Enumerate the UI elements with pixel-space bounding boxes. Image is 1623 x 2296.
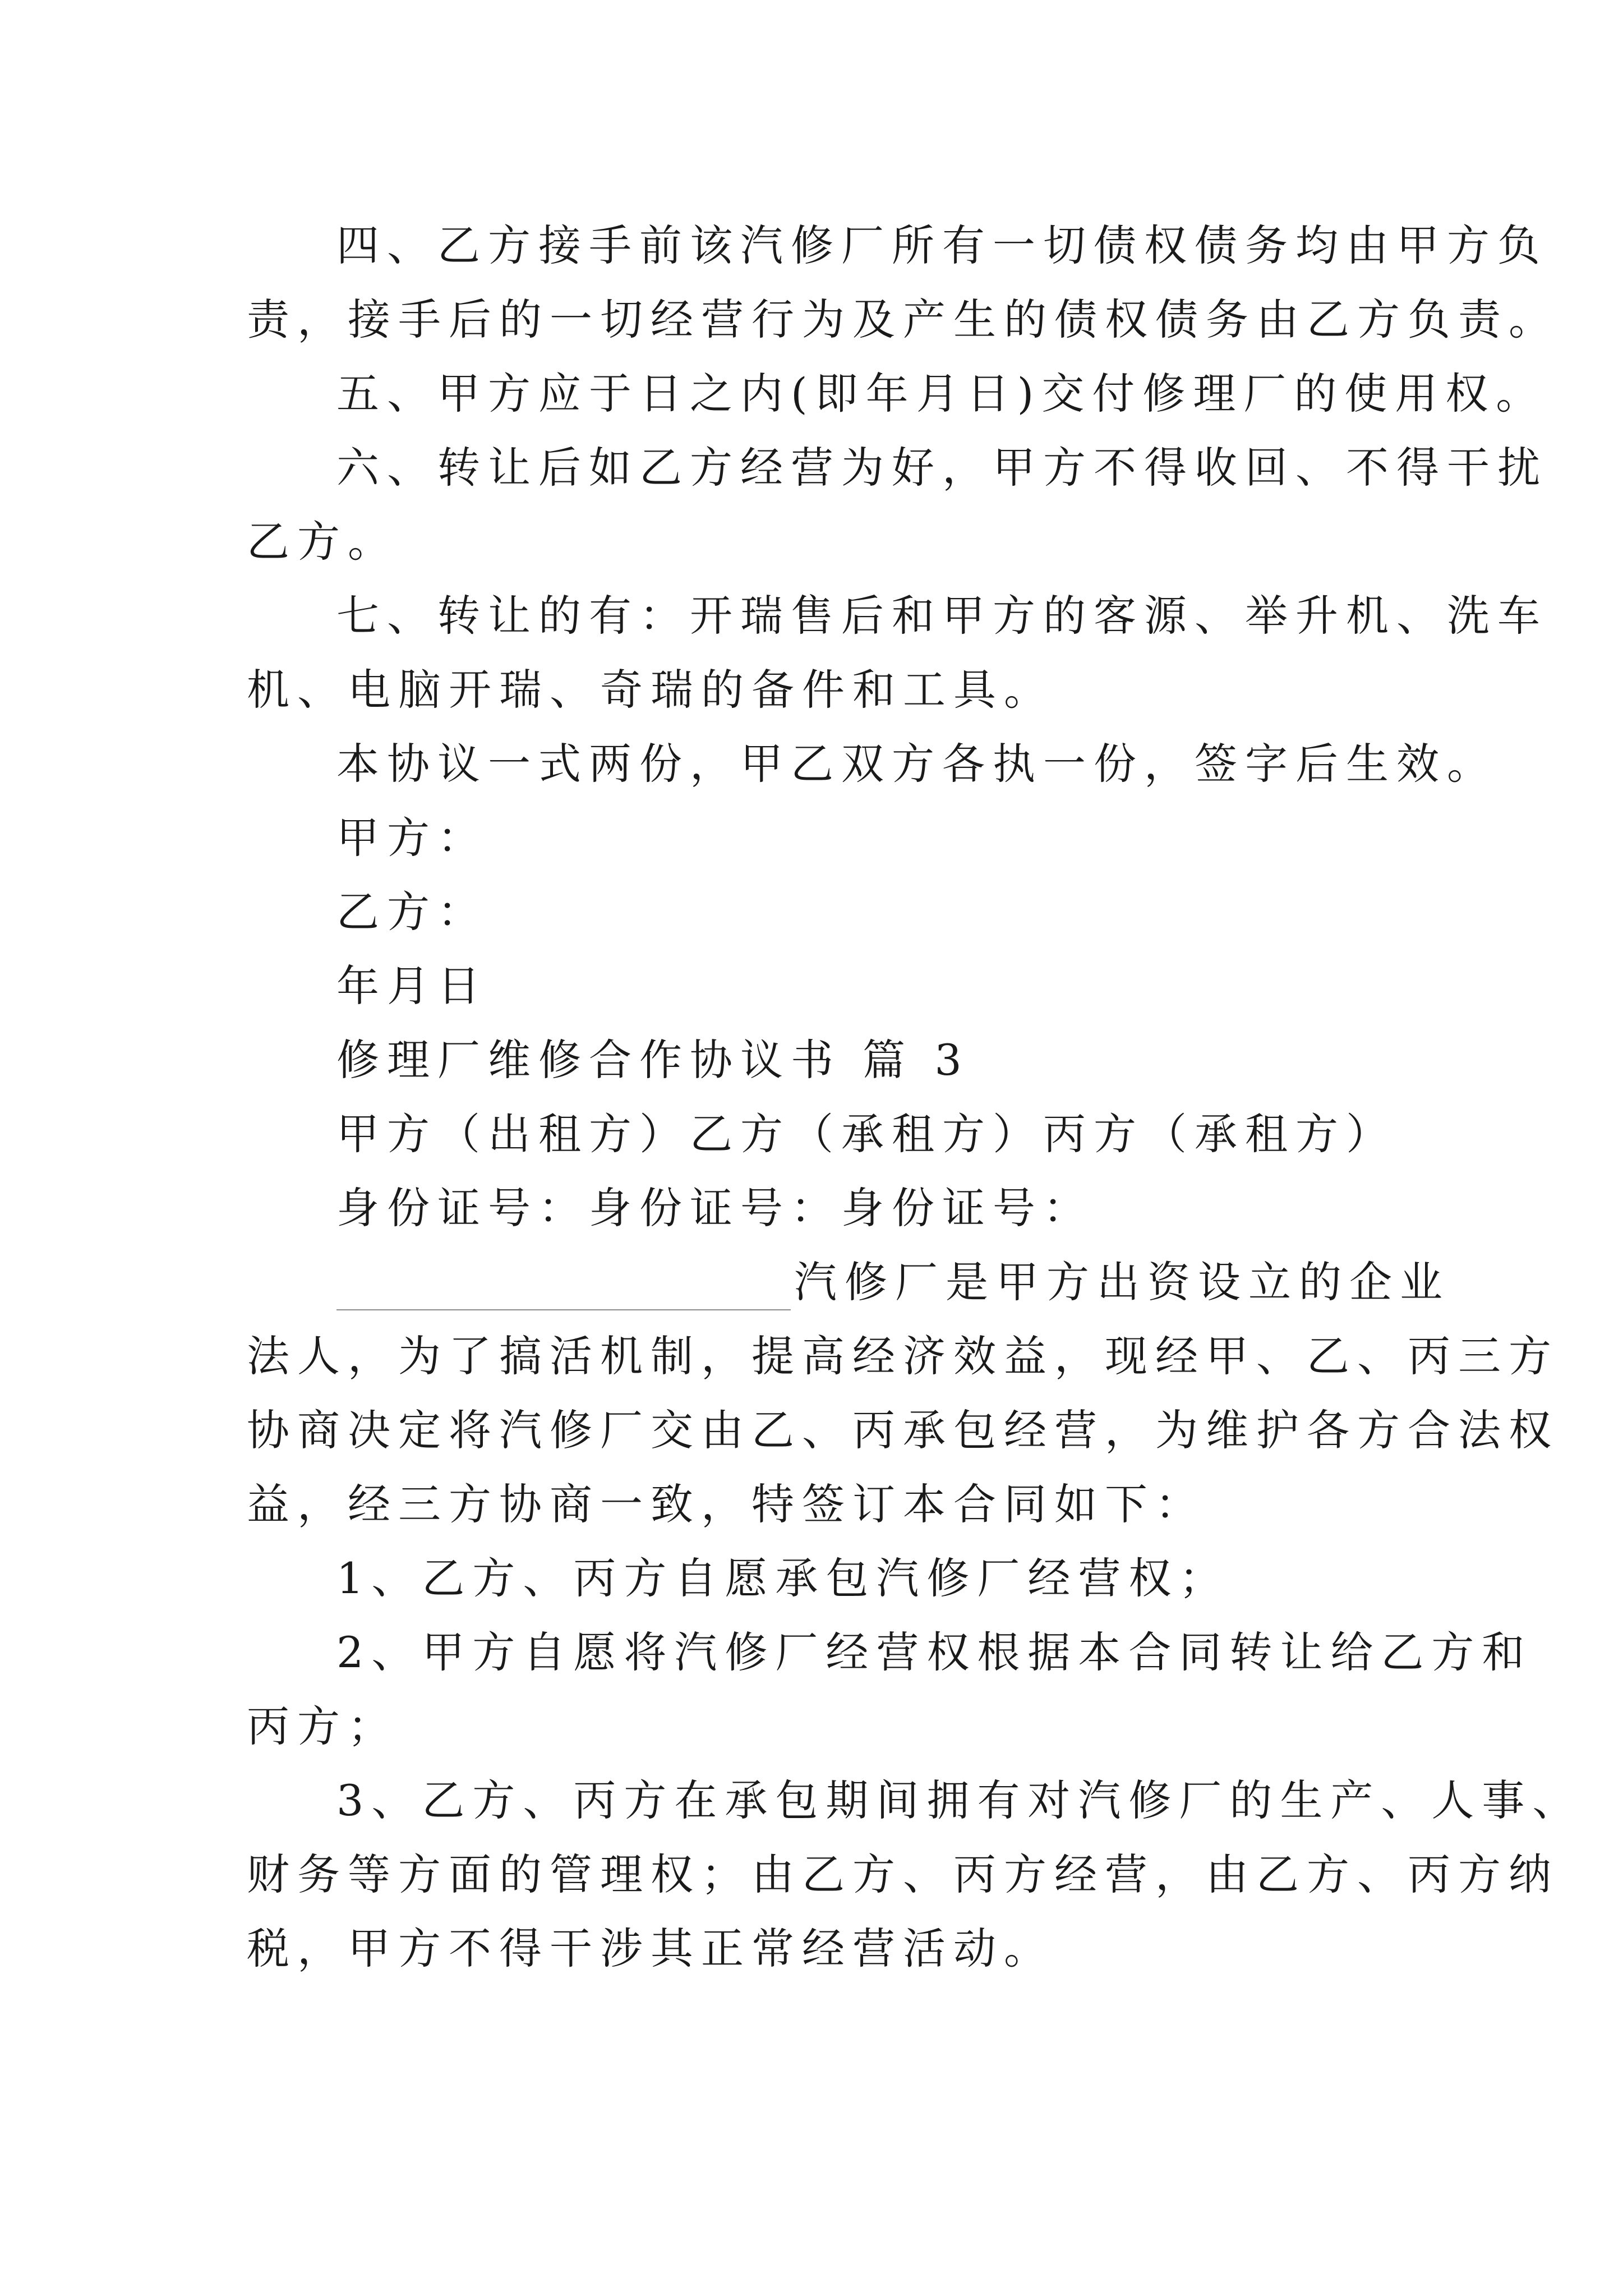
- term-2-line-1: 2、甲方自愿将汽修厂经营权根据本合同转让给乙方和: [336, 1627, 1533, 1677]
- intro-line-3: 协商决定将汽修厂交由乙、丙承包经营，为维护各方合法权: [247, 1405, 1559, 1455]
- clause-5: 五、甲方应于日之内(即年月日)交付修理厂的使用权。: [336, 369, 1547, 418]
- section-heading: 修理厂维修合作协议书 篇 3: [336, 1035, 970, 1085]
- blank-underline: [336, 1264, 791, 1310]
- parties-line: 甲方（出租方）乙方（承租方）丙方（承租方）: [336, 1109, 1396, 1159]
- term-3-line-3: 税，甲方不得干涉其正常经营活动。: [247, 1924, 1054, 1973]
- term-3-line-2: 财务等方面的管理权；由乙方、丙方经营，由乙方、丙方纳: [247, 1849, 1559, 1899]
- clause-6-line-1: 六、转让后如乙方经营为好，甲方不得收回、不得干扰: [336, 443, 1548, 493]
- copies-statement: 本协议一式两份，甲乙双方各执一份，签字后生效。: [336, 739, 1497, 789]
- date-line: 年月日: [336, 961, 488, 1011]
- clause-4-line-1: 四、乙方接手前该汽修厂所有一切债权债务均由甲方负: [336, 220, 1548, 270]
- clause-7-line-2: 机、电脑开瑞、奇瑞的备件和工具。: [247, 665, 1054, 715]
- id-numbers-line: 身份证号：身份证号：身份证号：: [336, 1183, 1094, 1233]
- party-b-signature-label: 乙方：: [336, 887, 488, 937]
- intro-line-4: 益，经三方协商一致，特签订本合同如下：: [247, 1479, 1206, 1529]
- term-1: 1、乙方、丙方自愿承包汽修厂经营权；: [336, 1553, 1230, 1603]
- intro-line-1: [336, 1254, 1450, 1310]
- term-2-line-2: 丙方；: [247, 1701, 398, 1751]
- clause-7-line-1: 七、转让的有：开瑞售后和甲方的客源、举升机、洗车: [336, 591, 1548, 641]
- clause-4-line-2: 责，接手后的一切经营行为及产生的债权债务由乙方负责。: [247, 295, 1559, 344]
- term-3-line-1: 3、乙方、丙方在承包期间拥有对汽修厂的生产、人事、: [336, 1775, 1583, 1825]
- intro-line-1-text: 汽修厂是甲方出资设立的企业: [794, 1257, 1450, 1307]
- party-a-signature-label: 甲方：: [336, 813, 488, 863]
- clause-6-line-2: 乙方。: [247, 517, 398, 567]
- intro-line-2: 法人，为了搞活机制，提高经济效益，现经甲、乙、丙三方: [247, 1331, 1559, 1381]
